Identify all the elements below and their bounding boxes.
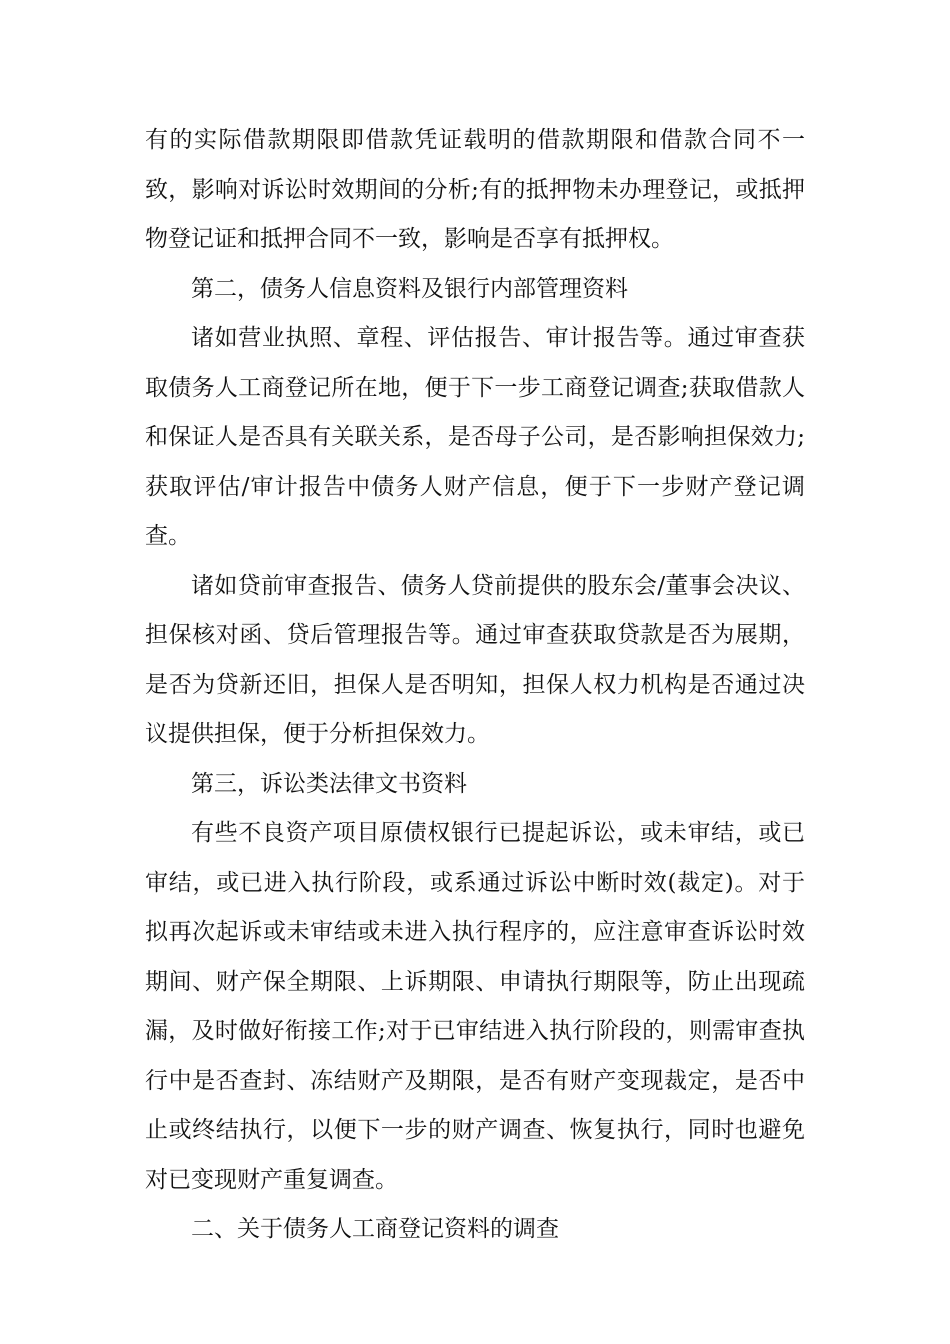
paragraph-continued: 有的实际借款期限即借款凭证载明的借款期限和借款合同不一致，影响对诉讼时效期间的分析;有的抵押物未办理登记，或抵押物登记证和抵押合同不一致，影响是否享有抵押权。 <box>145 127 805 252</box>
section-heading-second: 第二，债务人信息资料及银行内部管理资料 <box>191 275 628 302</box>
document-body <box>145 116 805 1255</box>
paragraph-debtor-info: 诸如营业执照、章程、评估报告、审计报告等。通过审查获取债务人工商登记所在地，便于下一步工商登记调查;获取借款人和保证人是否具有关联关系，是否母子公司，是否影响担保效力;获取评估/审计报告中债务人财产信息，便于下一步财产登记调查。 <box>145 325 805 549</box>
section-heading-third: 第三，诉讼类法律文书资料 <box>191 770 467 797</box>
paragraph-bank-management: 诸如贷前审查报告、债务人贷前提供的股东会/董事会决议、担保核对函、贷后管理报告等。通过审查获取贷款是否为展期，是否为贷新还旧，担保人是否明知，担保人权力机构是否通过决议提供担保，便于分析担保效力。 <box>145 572 805 747</box>
section-heading-business-registration: 二、关于债务人工商登记资料的调查 <box>191 1216 559 1242</box>
paragraph-litigation: 有些不良资产项目原债权银行已提起诉讼，或未审结，或已审结，或已进入执行阶段，或系通过诉讼中断时效(裁定)。对于拟再次起诉或未审结或未进入执行程序的，应注意审查诉讼时效期间、财产保全期限、上诉期限、申请执行期限等，防止出现疏漏，及时做好衔接工作;对于已审结进入执行阶段的，则需审查执行中是否查封、冻结财产及期限，是否有财产变现裁定，是否中止或终结执行，以便下一步的财产调查、恢复执行，同时也避免对已变现财产重复调查。 <box>145 820 805 1193</box>
